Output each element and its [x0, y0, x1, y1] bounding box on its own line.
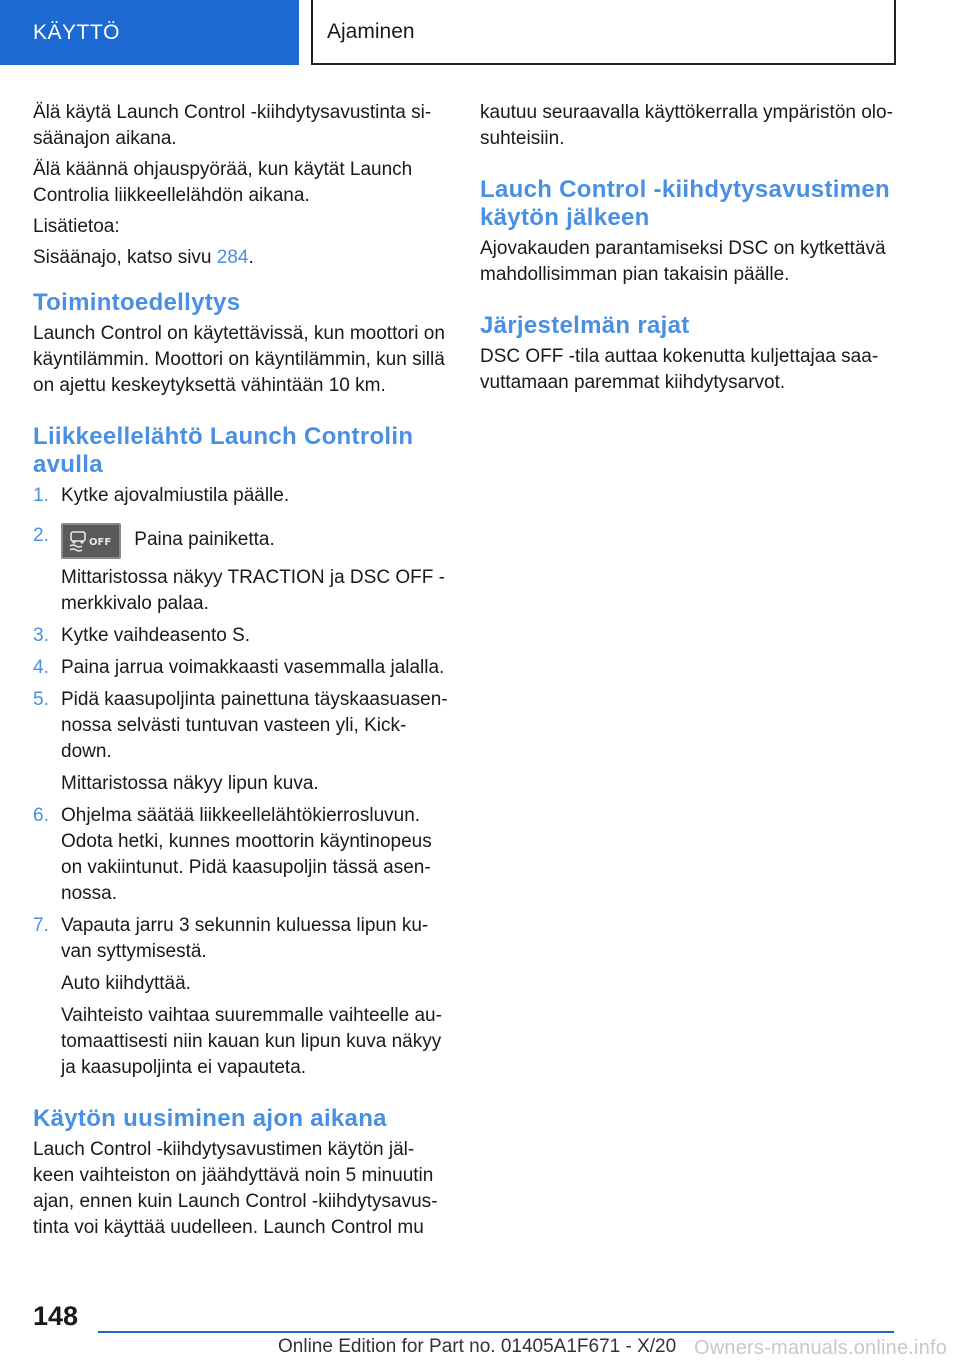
footer-divider: [98, 1331, 894, 1333]
page-reference-link[interactable]: 284: [216, 247, 249, 268]
step-text: Pidä kaasupoljinta painettuna täyskaasuasennossa selvästi tuntuvan vasteen yli, Kickdown.: [61, 689, 448, 762]
after-use-text: Ajovakauden parantamiseksi DSC on kytkettävä mahdollisimman pian takaisin päälle.: [480, 238, 886, 285]
reference-end: .: [248, 247, 254, 268]
chapter-label: KÄYTTÖ: [33, 20, 121, 44]
system-limits-text: DSC OFF -tila auttaa kokenutta kuljettajaa saavuttamaan paremmat kiihdytysarvot.: [480, 346, 879, 393]
reference-text: Sisäänajo, katso sivu: [33, 247, 217, 268]
heading-launch-start: Liikkeellelähtö Launch Controlin avulla: [33, 423, 414, 478]
step-number: 4.: [33, 657, 49, 678]
left-column: [33, 100, 449, 1246]
heading-reuse-while-driving: Käytön uusiminen ajon aikana: [33, 1105, 387, 1132]
step-item: [33, 913, 449, 1081]
step-number: 6.: [33, 805, 49, 826]
step-item: [33, 623, 449, 649]
section-header: [311, 0, 896, 65]
intro-paragraph: Lisätietoa:: [33, 216, 120, 237]
reuse-text: Lauch Control -kiihdytysavustimen käytön jälkeen vaihteiston on jäähdyttävä noin 5 minuutin ajan, ennen kuin Launch Control -kiihdytysavustinta voi käyttää uudelleen. Launch Control mu: [33, 1139, 438, 1238]
step-text: Vapauta jarru 3 sekunnin kuluessa lipun kuvan syttymisestä.: [61, 915, 429, 962]
step-text: Kytke vaihdeasento S.: [61, 625, 251, 646]
footer-edition: Online Edition for Part no. 01405A1F671 - X/20: [278, 1336, 677, 1357]
step-subtext: Vaihteisto vaihtaa suuremmalle vaihteelle automaattisesti niin kauan kun lipun kuva näkyy ja kaasupoljinta ei vapauteta.: [61, 1005, 442, 1078]
right-column: [480, 100, 896, 401]
page-number: 148: [33, 1301, 79, 1331]
step-text: Ohjelma säätää liikkeellelähtökierrosluvun. Odota hetki, kunnes moottorin käyntinopeus on vakiintunut. Pidä kaasupoljin tässä asennossa.: [61, 805, 432, 904]
step-item: [33, 655, 449, 681]
step-text: Paina jarrua voimakkaasti vasemmalla jalalla.: [61, 657, 445, 678]
continued-text: kautuu seuraavalla käyttökerralla ympäristön olosuhteisiin.: [480, 102, 893, 149]
step-subtext: Mittaristossa näkyy TRACTION ja DSC OFF -merkkivalo palaa.: [61, 567, 445, 614]
watermark-text: Owners-manuals.online.info: [694, 1337, 948, 1359]
step-item: [33, 523, 449, 617]
step-number: 2.: [33, 525, 49, 546]
step-item: [33, 687, 449, 797]
step-number: 7.: [33, 915, 49, 936]
intro-paragraph: Älä käännä ohjauspyörää, kun käytät Launch Controlia liikkeellelähdön aikana.: [33, 159, 413, 206]
dsc-off-button-icon: [61, 523, 121, 559]
step-subtext: Auto kiihdyttää.: [61, 973, 191, 994]
step-subtext: Mittaristossa näkyy lipun kuva.: [61, 773, 319, 794]
step-text: Kytke ajovalmiustila päälle.: [61, 485, 290, 506]
heading-after-use: Lauch Control -kiihdytysavustimen käytön jälkeen: [480, 176, 890, 231]
heading-prerequisites: Toimintoedellytys: [33, 289, 241, 316]
reference-line: [33, 245, 449, 271]
intro-paragraph: Älä käytä Launch Control -kiihdytysavustinta sisäänajon aikana.: [33, 102, 432, 149]
step-number: 5.: [33, 689, 49, 710]
chapter-tab: [0, 0, 299, 65]
step-number: 3.: [33, 625, 49, 646]
step-item: [33, 483, 449, 509]
step-text: Paina painiketta.: [134, 529, 275, 550]
heading-system-limits: Järjestelmän rajat: [480, 312, 690, 339]
section-label: Ajaminen: [327, 19, 415, 43]
steps-list: [33, 483, 449, 1081]
step-item: [33, 803, 449, 907]
step-number: 1.: [33, 485, 49, 506]
svg-text:OFF: OFF: [89, 537, 112, 548]
prerequisites-text: Launch Control on käytettävissä, kun moottori on käyntilämmin. Moottori on käyntilämmin, kun sillä on ajettu keskeytyksettä vähintään 10 km.: [33, 323, 445, 396]
dsc-car-skid-icon: [67, 529, 117, 555]
